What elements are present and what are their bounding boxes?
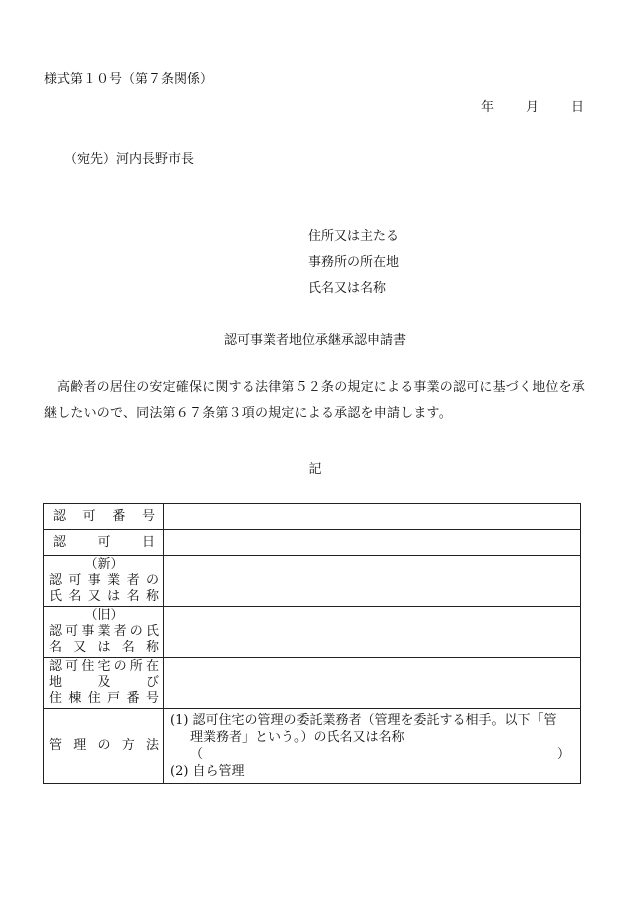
application-details-table bbox=[43, 503, 581, 784]
approval-date-label: 認 可 日 bbox=[44, 530, 164, 556]
management-method-options bbox=[164, 709, 581, 784]
management-method-label: 管 理 の 方 法 bbox=[44, 709, 164, 784]
housing-location-field[interactable] bbox=[164, 658, 581, 709]
application-body-text: 高齢者の居住の安定確保に関する法律第５２条の規定による事業の認可に基づく地位を承継したいので、同法第６７条第３項の規定による承認を申請します。 bbox=[44, 380, 586, 421]
table-row bbox=[44, 530, 581, 556]
date-day-label: 日 bbox=[570, 100, 584, 115]
old-operator-name-label: （旧） 認 可 事 業 者 の 氏 名 又 は 名 称 bbox=[44, 607, 164, 658]
table-row bbox=[44, 709, 581, 784]
approval-date-field[interactable] bbox=[164, 530, 581, 556]
option-1-line-2: 理業務者」という。）の氏名又は名称 bbox=[190, 730, 405, 745]
new-operator-name-field[interactable] bbox=[164, 556, 581, 607]
table-row bbox=[44, 658, 581, 709]
applicant-address-label-2: 事務所の所在地 bbox=[308, 255, 400, 270]
approval-number-field[interactable] bbox=[164, 504, 581, 530]
addressee: （宛先）河内長野市長 bbox=[64, 152, 195, 167]
table-row bbox=[44, 556, 581, 607]
date-line bbox=[481, 96, 584, 115]
option-2-self-management[interactable]: (2) 自ら管理 bbox=[170, 764, 245, 779]
applicant-name-label: 氏名又は名称 bbox=[308, 281, 387, 296]
date-year-label: 年 bbox=[480, 100, 494, 115]
table-row bbox=[44, 504, 581, 530]
date-month-label: 月 bbox=[525, 100, 539, 115]
applicant-block bbox=[308, 224, 399, 302]
document-title: 認可事業者地位承継承認申請書 bbox=[223, 333, 406, 348]
table-row bbox=[44, 607, 581, 658]
form-number: 様式第１０号（第７条関係） bbox=[44, 72, 214, 87]
approval-number-label: 認 可 番 号 bbox=[44, 504, 164, 530]
housing-location-label: 認 可 住 宅 の 所 在 地 及 び 住 棟 住 戸 番 号 bbox=[44, 658, 164, 709]
option-1-line-1[interactable]: (1) 認可住宅の管理の委託業務者（管理を委託する相手。以下「管 bbox=[170, 713, 557, 728]
old-operator-name-field[interactable] bbox=[164, 607, 581, 658]
applicant-address-label-1: 住所又は主たる bbox=[308, 229, 400, 244]
new-operator-name-label: （新） 認 可 事 業 者 の 氏 名 又 は 名 称 bbox=[44, 556, 164, 607]
ki-heading: 記 bbox=[308, 462, 322, 477]
management-contractor-name-field[interactable]: （ ） bbox=[190, 747, 570, 762]
